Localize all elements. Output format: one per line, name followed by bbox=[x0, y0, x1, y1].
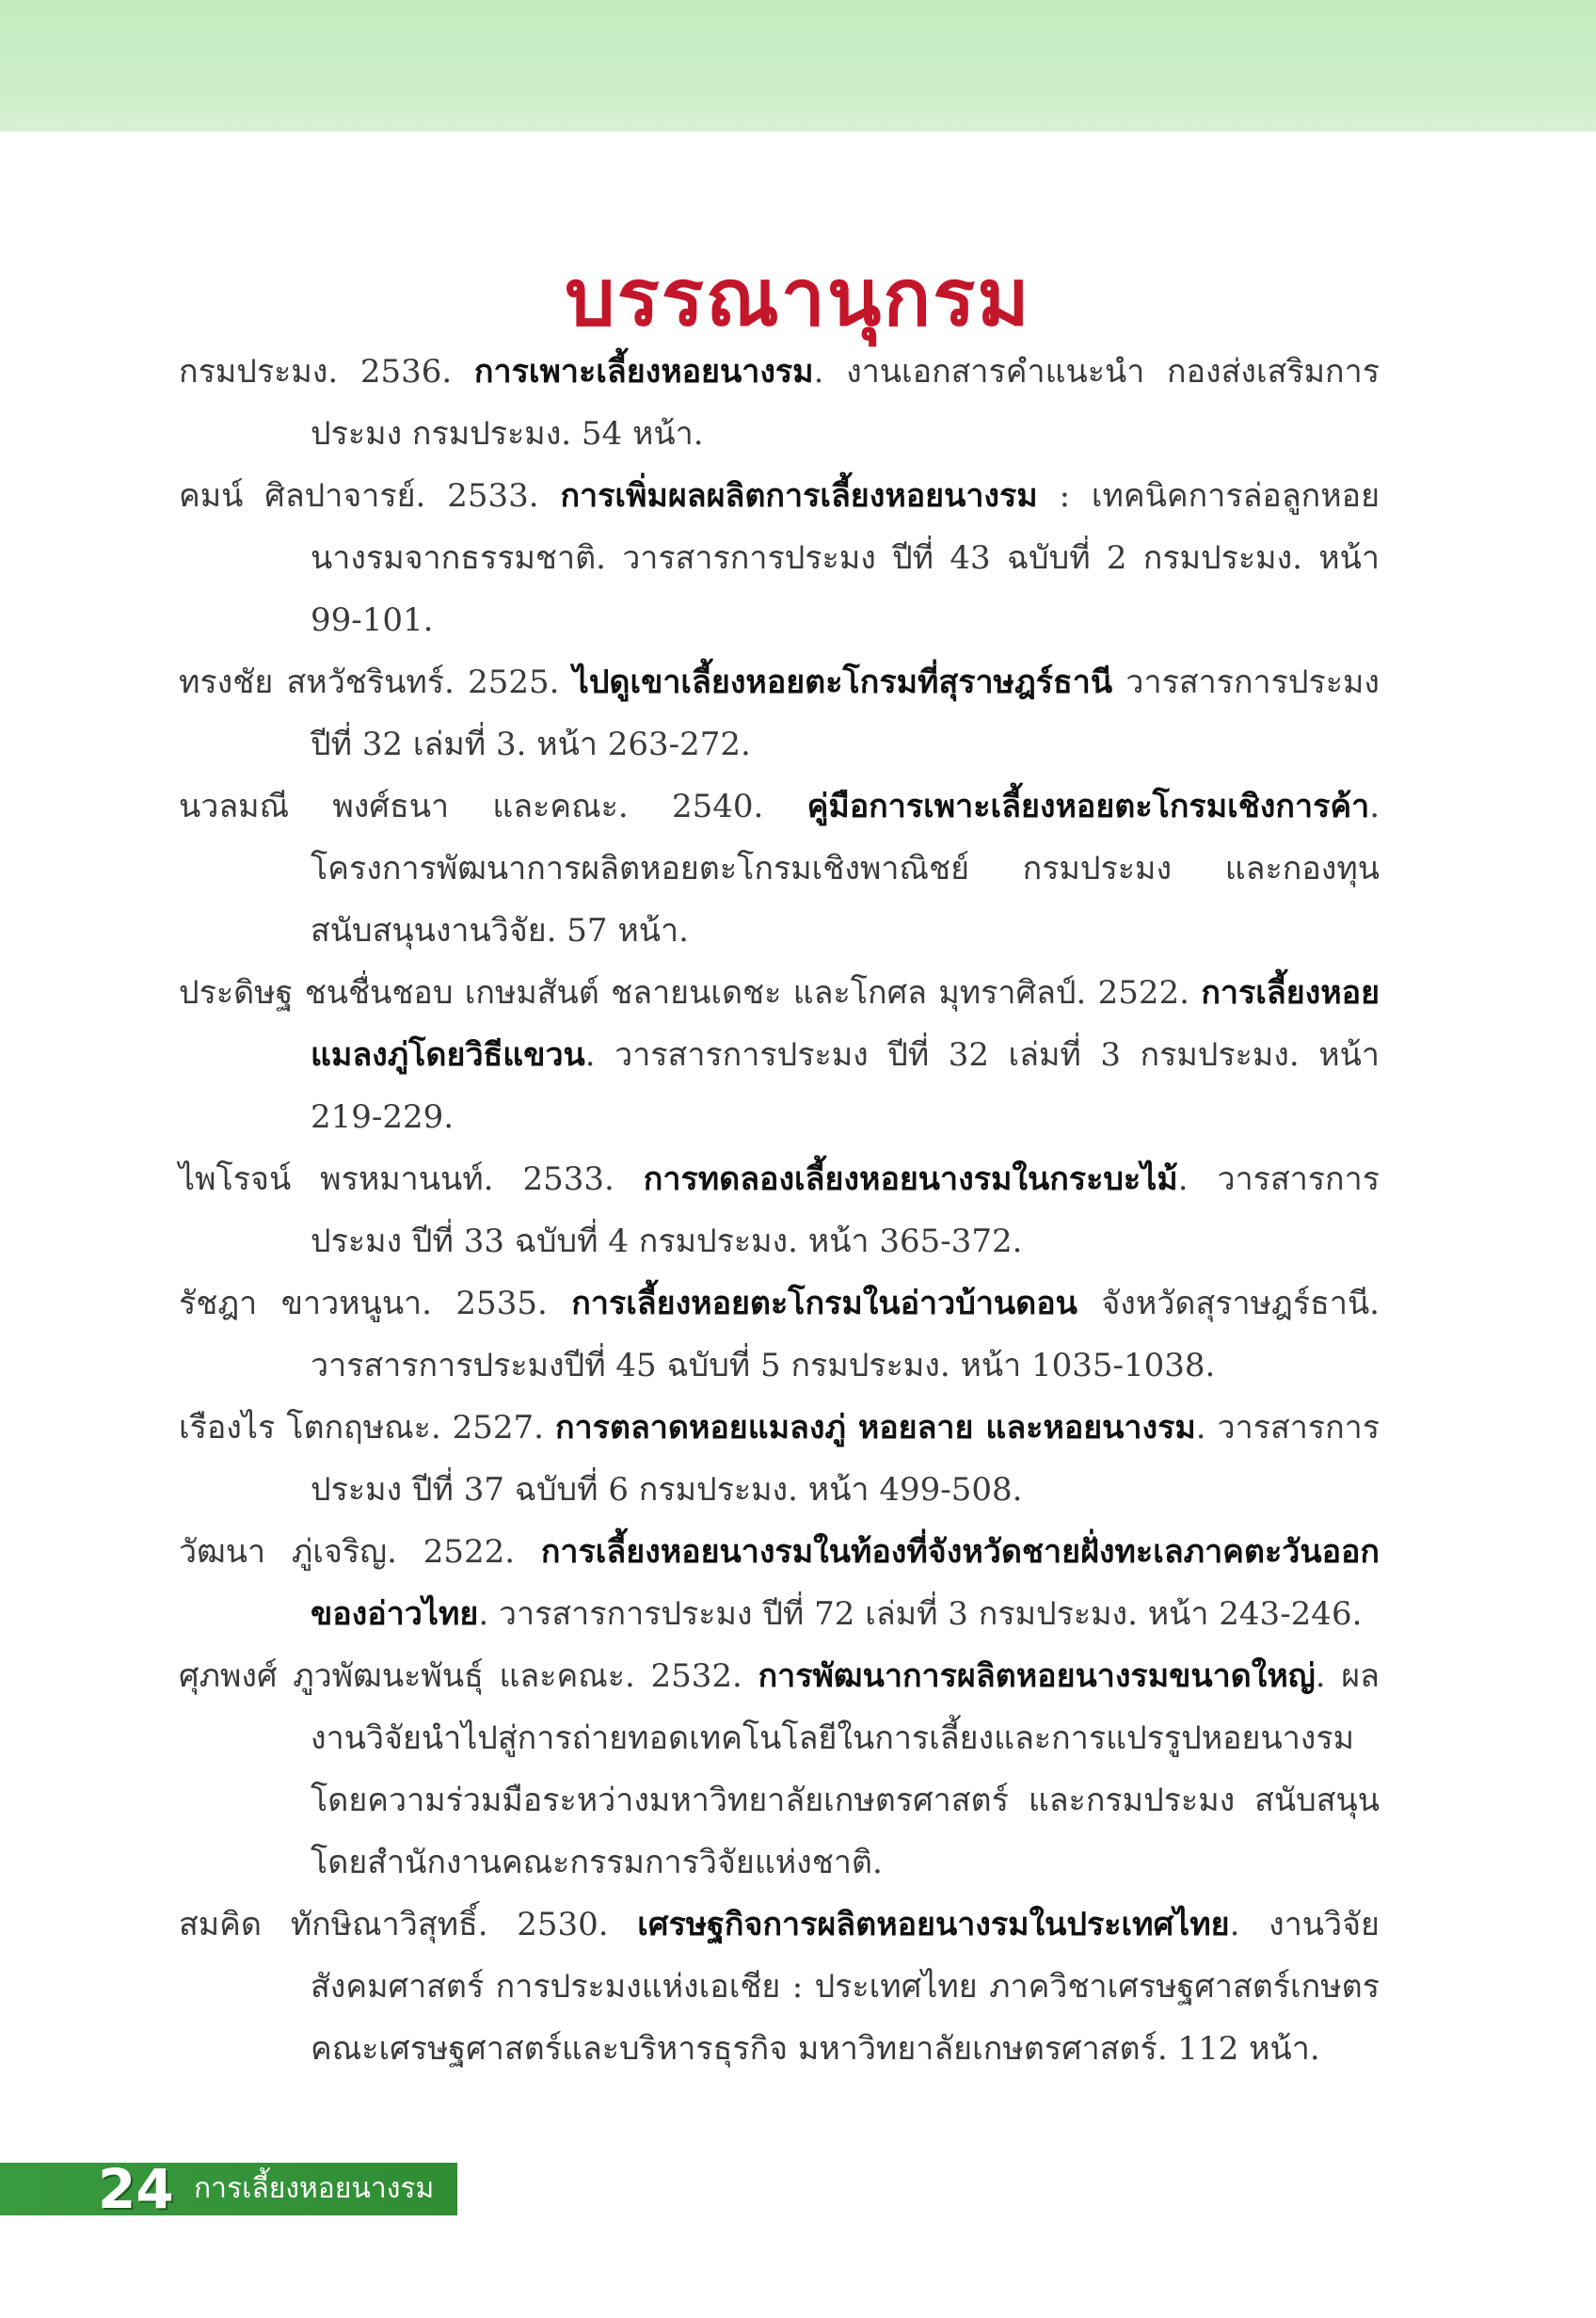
reference-authors: เรืองไร โตกฤษณะ. 2527. bbox=[179, 1409, 544, 1447]
reference-details: . ผลงานวิจัยนำไปสู่การถ่ายทอดเทคโนโลยีในการเลี้ยงและการแปรรูปหอยนางรม โดยความร่วมมือระหว่างมหาวิทยาลัยเกษตรศาสตร์ และกรมประมง สนับสนุนโดยสำนักงานคณะกรรมการวิจัยแห่งชาติ. bbox=[311, 1657, 1380, 1881]
reference-entry bbox=[179, 1645, 1380, 1894]
reference-details: . วารสารการประมง ปีที่ 33 ฉบับที่ 4 กรมประมง. หน้า 365-372. bbox=[311, 1160, 1380, 1260]
reference-title: การเลี้ยงหอยแมลงภู่โดยวิธีแขวน bbox=[311, 974, 1381, 1074]
reference-authors: ศุภพงศ์ ภูวพัฒนะพันธุ์ และคณะ. 2532. bbox=[179, 1657, 742, 1695]
reference-title: การเลี้ยงหอยนางรมในท้องที่จังหวัดชายฝั่งทะเลภาคตะวันออกของอ่าวไทย bbox=[311, 1533, 1380, 1633]
reference-authors: นวลมณี พงศ์ธนา และคณะ. 2540. bbox=[179, 788, 764, 825]
reference-authors: คมน์ ศิลปาจารย์. 2533. bbox=[179, 477, 539, 515]
reference-entry bbox=[179, 341, 1380, 465]
reference-authors: วัฒนา ภู่เจริญ. 2522. bbox=[179, 1533, 516, 1571]
reference-title: คู่มือการเพาะเลี้ยงหอยตะโกรมเชิงการค้า bbox=[806, 788, 1370, 825]
reference-entry bbox=[179, 1397, 1380, 1521]
reference-entry bbox=[179, 1272, 1380, 1397]
reference-entry bbox=[179, 962, 1380, 1148]
reference-list bbox=[179, 341, 1380, 2080]
reference-title: การเพิ่มผลผลิตการเลี้ยงหอยนางรม bbox=[560, 477, 1038, 515]
reference-authors: ประดิษฐ ชนชื่นชอบ เกษมสันต์ ชลายนเดชะ และโกศล มุทราศิลป์. 2522. bbox=[179, 974, 1189, 1012]
reference-entry bbox=[179, 1521, 1380, 1645]
reference-entry bbox=[179, 1148, 1380, 1272]
reference-details: : เทคนิคการล่อลูกหอยนางรมจากธรรมชาติ. วารสารการประมง ปีที่ 43 ฉบับที่ 2 กรมประมง. หน้า 99-101. bbox=[311, 477, 1381, 639]
reference-details: . โครงการพัฒนาการผลิตหอยตะโกรมเชิงพาณิชย์ กรมประมง และกองทุนสนับสนุนงานวิจัย. 57 หน้า. bbox=[311, 788, 1380, 950]
reference-details: . งานวิจัยสังคมศาสตร์ การประมงแห่งเอเชีย : ประเทศไทย ภาควิชาเศรษฐศาสตร์เกษตร คณะเศรษฐศาสตร์และบริหารธุรกิจ มหาวิทยาลัยเกษตรศาสตร์. 112 หน้า. bbox=[311, 1906, 1380, 2068]
reference-details: . งานเอกสารคำแนะนำ กองส่งเสริมการประมง กรมประมง. 54 หน้า. bbox=[311, 353, 1380, 453]
reference-title: เศรษฐกิจการผลิตหอยนางรมในประเทศไทย bbox=[637, 1906, 1230, 1943]
reference-title: การทดลองเลี้ยงหอยนางรมในกระบะไม้ bbox=[643, 1160, 1178, 1198]
reference-title: การเลี้ยงหอยตะโกรมในอ่าวบ้านดอน bbox=[571, 1285, 1077, 1322]
top-color-band bbox=[0, 0, 1596, 132]
reference-title: การตลาดหอยแมลงภู่ หอยลาย และหอยนางรม bbox=[554, 1409, 1196, 1447]
reference-title: การเพาะเลี้ยงหอยนางรม bbox=[473, 353, 814, 391]
reference-entry bbox=[179, 1894, 1380, 2080]
reference-details: . วารสารการประมง ปีที่ 32 เล่มที่ 3 กรมประมง. หน้า 219-229. bbox=[311, 1036, 1380, 1136]
reference-authors: กรมประมง. 2536. bbox=[179, 353, 453, 391]
running-title: การเลี้ยงหอยนางรม bbox=[194, 2172, 435, 2205]
reference-authors: ไพโรจน์ พรหมานนท์. 2533. bbox=[179, 1160, 614, 1198]
reference-title: การพัฒนาการผลิตหอยนางรมขนาดใหญ่ bbox=[758, 1657, 1316, 1695]
reference-entry bbox=[179, 465, 1380, 651]
page-title: บรรณานุกรม bbox=[565, 251, 1031, 344]
reference-details: . วารสารการประมง ปีที่ 72 เล่มที่ 3 กรมประมง. หน้า 243-246. bbox=[478, 1595, 1363, 1633]
reference-title: ไปดูเขาเลี้ยงหอยตะโกรมที่สุราษฎร์ธานี bbox=[572, 663, 1113, 701]
reference-authors: ทรงชัย สหวัชรินทร์. 2525. bbox=[179, 663, 560, 701]
reference-authors: รัชฎา ขาวหนูนา. 2535. bbox=[179, 1285, 548, 1322]
reference-details: วารสารการประมง ปีที่ 32 เล่มที่ 3. หน้า 263-272. bbox=[311, 663, 1381, 763]
page-number: 24 bbox=[98, 2157, 174, 2221]
reference-authors: สมคิด ทักษิณาวิสุทธิ์. 2530. bbox=[179, 1906, 609, 1943]
reference-entry bbox=[179, 775, 1380, 962]
reference-entry bbox=[179, 651, 1380, 775]
reference-details: . วารสารการประมง ปีที่ 37 ฉบับที่ 6 กรมประมง. หน้า 499-508. bbox=[311, 1409, 1381, 1509]
reference-details: จังหวัดสุราษฎร์ธานี. วารสารการประมงปีที่ 45 ฉบับที่ 5 กรมประมง. หน้า 1035-1038. bbox=[311, 1285, 1380, 1384]
